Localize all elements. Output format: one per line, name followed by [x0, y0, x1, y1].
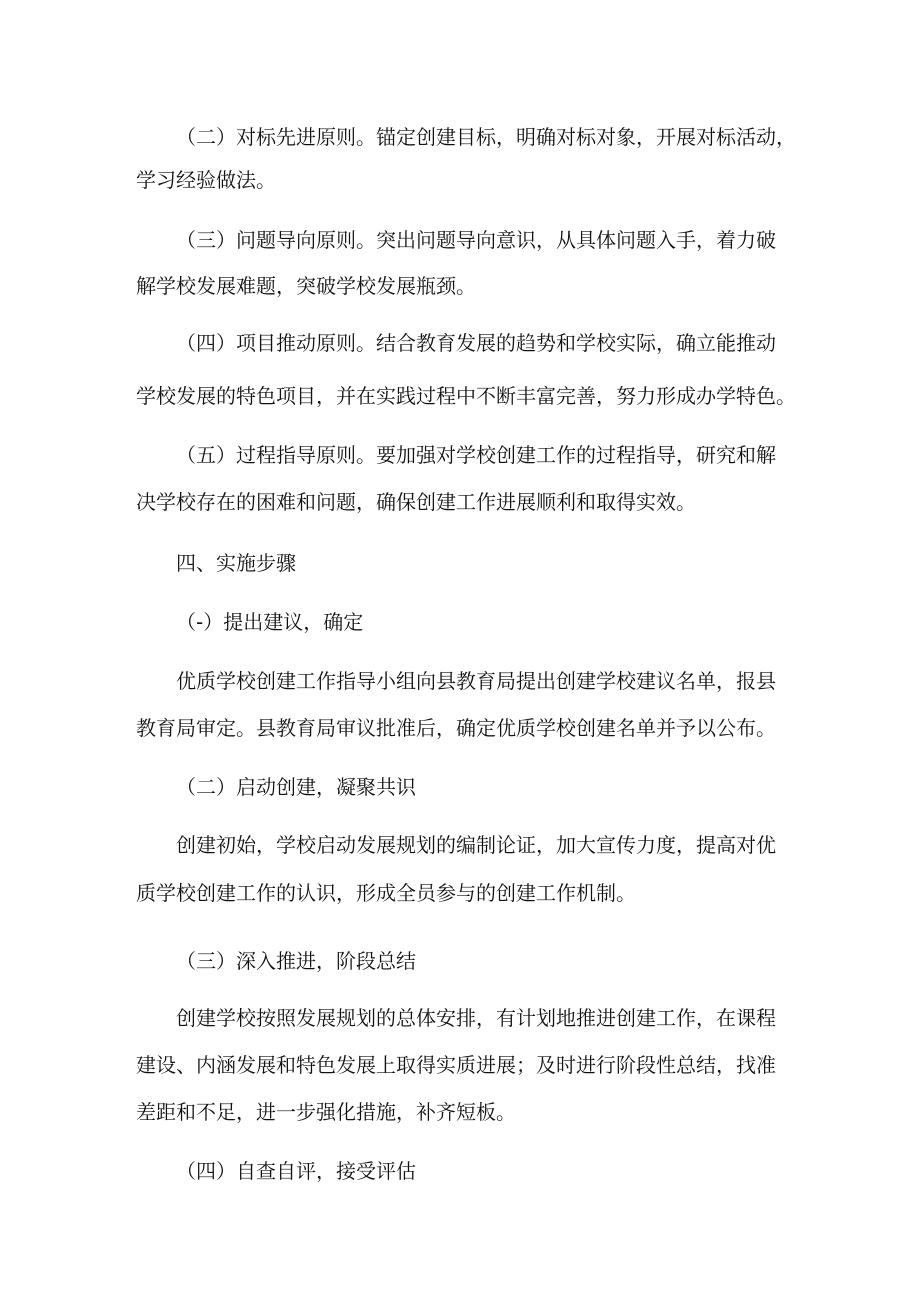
step-1-body-line-1: 优质学校创建工作指导小组向县教育局提出创建学校建议名单，报县 [176, 669, 776, 693]
section-heading-implementation-steps: 四、实施步骤 [176, 551, 296, 575]
principle-5-line-2: 决学校存在的困难和问题，确保创建工作进展顺利和取得实效。 [136, 490, 696, 514]
step-3-body-line-3: 差距和不足，进一步强化措施，补齐短板。 [136, 1100, 516, 1124]
principle-4-line-2: 学校发展的特色项目，并在实践过程中不断丰富完善，努力形成办学特色。 [136, 384, 796, 408]
step-2-body-line-1: 创建初始，学校启动发展规划的编制论证，加大宣传力度，提高对优 [176, 833, 776, 857]
step-3-body-line-2: 建设、内涵发展和特色发展上取得实质进展；及时进行阶段性总结，找准 [136, 1053, 776, 1077]
principle-4-line-1: （四）项目推动原则。结合教育发展的趋势和学校实际，确立能推动 [176, 331, 776, 355]
principle-3-line-2: 解学校发展难题，突破学校发展瓶颈。 [136, 274, 476, 298]
principle-2-line-1: （二）对标先进原则。锚定创建目标，明确对标对象，开展对标活动， [176, 125, 796, 149]
step-1-body-line-2: 教育局审定。县教育局审议批准后，确定优质学校创建名单并予以公布。 [136, 716, 776, 740]
principle-5-line-1: （五）过程指导原则。要加强对学校创建工作的过程指导，研究和解 [176, 443, 776, 467]
step-2-body-line-2: 质学校创建工作的认识，形成全员参与的创建工作机制。 [136, 881, 636, 905]
step-4-heading: （四）自查自评，接受评估 [176, 1159, 416, 1183]
principle-2-line-2: 学习经验做法。 [136, 168, 276, 192]
principle-3-line-1: （三）问题导向原则。突出问题导向意识，从具体问题入手，着力破 [176, 228, 776, 252]
step-3-heading: （三）深入推进，阶段总结 [176, 949, 416, 973]
step-1-heading: （-）提出建议，确定 [176, 610, 364, 634]
step-2-heading: （二）启动创建，凝聚共识 [176, 775, 416, 799]
step-3-body-line-1: 创建学校按照发展规划的总体安排，有计划地推进创建工作，在课程 [176, 1006, 776, 1030]
